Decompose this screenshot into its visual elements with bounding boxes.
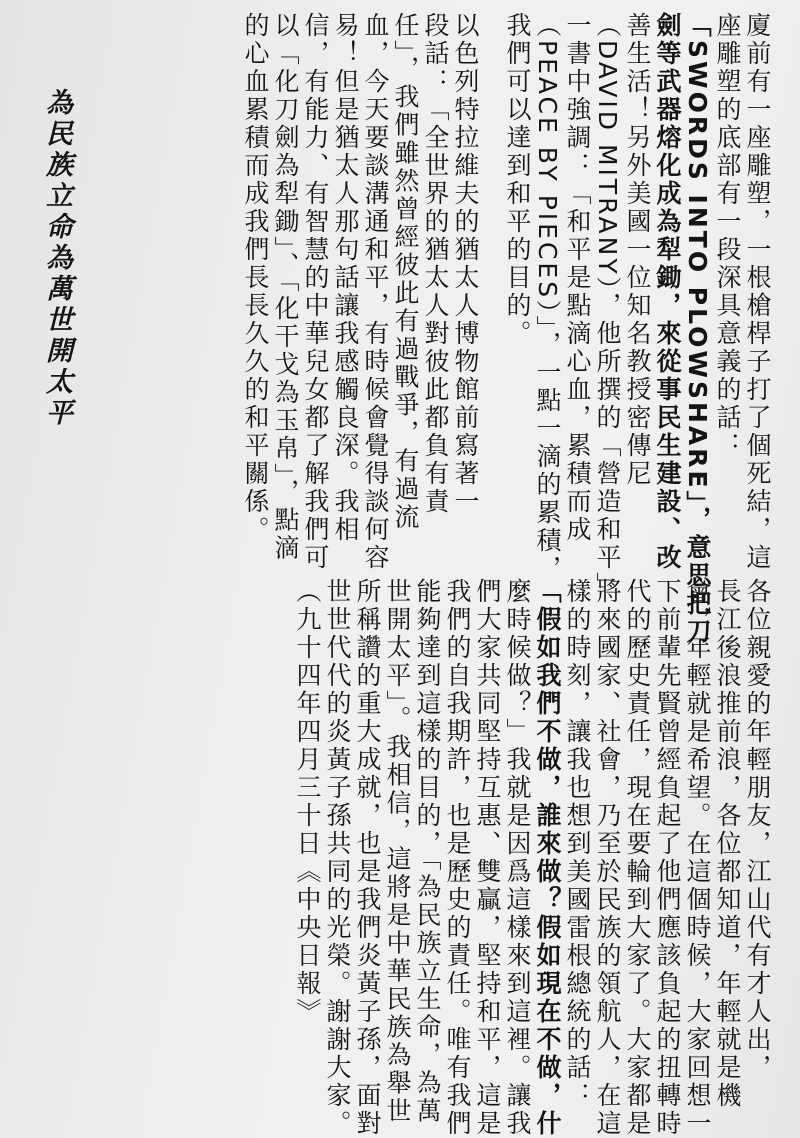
text-line: 以「化刀劍為犁鋤」、「化干戈為玉帛」，點滴 [271, 12, 300, 563]
text-line: 世開太平」。我相信，這將是中華民族為舉世 [383, 578, 412, 1126]
text-line: 「SWORDS INTO PLOWSHARE」，意思把刀 [683, 12, 712, 647]
text-line: 將來國家、社會，乃至於民族的領航人，在這 [593, 578, 622, 1138]
text-line: 長江後浪推前浪，各位都知道，年輕就是機 [713, 578, 742, 1110]
text-line: 麼時候做？」我就是因爲這樣來到這裡。讓我 [503, 578, 532, 1138]
text-line: 易！但是猶太人那句話讓我感觸良深。我相 [331, 12, 360, 544]
text-line: 血，今天要談溝通和平，有時候會覺得談何容 [361, 12, 390, 572]
speech-text-column-upper-left [240, 12, 480, 572]
speech-text-column-lower-right [292, 578, 772, 1138]
speech-text-column-upper-right [502, 12, 772, 647]
text-line: （PEACE BY PIECES）」，一點一滴的累積， [533, 12, 562, 584]
text-line: 代的歷史責任，現在要輪到大家了。大家都是 [623, 578, 652, 1138]
text-line: 劍等武器熔化成為犁鋤，來從事民生建設、改 [653, 12, 682, 572]
text-line: 樣的時刻，讓我也想到美國雷根總統的話： [563, 578, 592, 1110]
side-heading: 為民族立命為萬世開太平 [41, 88, 72, 429]
text-line: 的心血累積而成我們長長久久的和平關係。 [241, 12, 270, 544]
text-line: 下前輩先賢曾經負起了他們應該負起的扭轉時 [653, 578, 682, 1138]
text-line: 們大家共同堅持互惠、雙贏，堅持和平，這是 [473, 578, 502, 1138]
text-line: 段話：「全世界的猶太人對彼此都負有責 [421, 12, 450, 516]
text-line: （DAVID MITRANY），他所撰的「營造和平」 [593, 12, 622, 601]
text-line: 我們的自我期許，也是歷史的責任。唯有我們 [443, 578, 472, 1138]
text-line: 各位親愛的年輕朋友，江山代有才人出， [743, 578, 772, 1082]
text-line: 任」，我們雖然曾經彼此有過戰爭，有過流 [391, 12, 420, 532]
text-line: 座雕塑的底部有一段深具意義的話： [713, 12, 742, 460]
text-line: 一書中強調：「和平是點滴心血，累積而成 [563, 12, 592, 544]
text-line: 能夠達到這樣的目的，「為民族立生命，為萬 [413, 578, 442, 1126]
text-line: 我們可以達到和平的目的。 [503, 12, 532, 348]
text-line: 信，有能力、有智慧的中華兒女都了解我們可 [301, 12, 330, 572]
text-line: 廈前有一座雕塑，一根槍桿子打了個死結，這 [743, 12, 772, 572]
text-line: 世世代代的炎黃子孫共同的光榮。謝謝大家。 [323, 578, 352, 1138]
date-source-line: （九十四年四月三十日《中央日報》 [293, 578, 322, 1026]
text-line: 善生活！另外美國一位知名教授密傳尼 [623, 12, 652, 488]
text-line: 以色列特拉維夫的猶太人博物館前寫著一 [451, 12, 480, 516]
text-line: 會，年輕就是希望。在這個時候，大家回想一 [683, 578, 712, 1138]
text-line: 所稱讚的重大成就，也是我們炎黃子孫，面對 [353, 578, 382, 1138]
text-line: 「假如我們不做，誰來做？假如現在不做，什 [533, 578, 562, 1138]
